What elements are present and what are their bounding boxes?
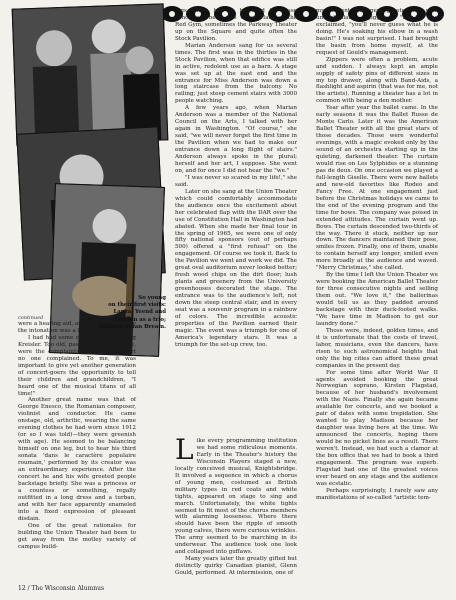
photo-trio-portrait [12,3,169,145]
paragraph: ings which had to be used to house concerts. There was Great Hall, or the Red Gym, sometimes the Parkway Theater up on the Square and quite often the Stock Pavilion. [175,8,297,42]
article-column-1 [18,321,136,550]
paragraph: Year after year the ballet came. In the early seasons it was the Ballet Russe de Monte Carlo. Later it was the American Ballet Theater with all the great stars of those decades. Those were wonderful evenings, with a magic evoked only by the sound of an orchestra starting up in the quieting, darkened theater. The curtain would rise on Les Sylphides or a stunning pas de deux. On one occasion we played a full-length Giselle. There were new ballets and new-old favorites like Rodeo and Fancy Free. At one engagement just before the Christmas holidays we came to the end of the evening program and the time for bows. The company was poised in extended attitudes. The curtain went up. Bows. The curtain descended two-thirds of the way. There it stuck, neither up nor down. The dancers maintained their pose, smiles frozen. Finally, one of them, unable to contain herself any longer, smiled even more broadly at the audience and waved. "Merry Christmas," she called. [316,105,438,272]
paragraph: By the time I left the Union Theater we were booking the American Ballet Theater for three consecutive nights and selling them out. "We love it," the ballerinas would tell us as they padded around backstage with their duck-footed walks. "We have time in Madison to get our laundry done." [316,272,438,327]
paragraph: Those were, indeed, golden times, and it is unfortunate that the costs of travel, labor, musicians, even the dancers, have risen to such astronomical heights that only the big cities can afford these great companies in the present day. [316,327,438,369]
photo-caption: So young on their first visits: Lanza, Yeend and London as a trio; lutenist Julian Bream. [98,295,166,330]
paragraph: Many years later the greatly gifted but distinctly quirky Canadian pianist, Glenn Gould, performed. At intermission, one of [175,556,297,577]
paragraph: Marian Anderson sang for us several times. The first was in the thirties in the Stock Pavilion, when that edifice was still in active, redolent use as a barn. A stage was set up at the east end and the entrance for Miss Anderson was down a long staircase from the balcony. No railing; just steep cement stairs with 3000 people watching. [175,42,297,105]
paragraph: Later on she sang at the Union Theater which could comfortably accommodate the audience once the excitement about her celebrated flap with the DAR over the use of Constitution Hall in Washington had abated. When she made her final tour in the spring of 1965, we were one of only fifty national sponsors (out of perhaps 500) offered a "first refusal" on the engagement. Of course we took it. Back to the Pavilion we went and work we did. The great oval auditorium never looked better; fresh wood chips on the dirt floor; lush plants and greenery from the University greenhouses decorated the stage. The entrance was to the audience's left, not down the steep central stair, and in every seat was a souvenir program in a rainbow of colors. The incredible acoustic properties of the Pavilion earned their magic. The event was a triumph for one of America's legendary stars. It was a triumph for the set-up crew, too. [175,188,297,348]
paragraph: Zippers were often a problem, acute and sudden. I always kept an ample supply of safety pins of different sizes in my top drawer, along with Band-Aids, a flashlight and aspirin (that was for me, not the artists). Running a theater has a lot in common with being a den mother. [316,56,438,105]
paragraph: Another great name was that of George Enesco, the Romanian composer, violinist and conductor. He came onstage, old, arthritic, wearing the same evening clothes he had worn since 1912 (or so I was told)—they were greenish with age). He seemed to be balancing himself on one leg, but to hear his third sonata 'dans le caractère populaire roumain,' performed by its creator was an extraordinary experience. After the concert he and his wife greeted people backstage briefly. She was a princess or a countess or something, regally outfitted in a long dress and a turban, and with her face apparently enameled into a fixed expression of pleasant disdain. [18,397,136,522]
paragraph: "I was never so scared in my life!," she said. [175,174,297,188]
paragraph: A few years ago, when Marian Anderson was a member of the National Council on the Arts, I talked with her again in Washington. "Of course," she said, "we will never forget the first time in the Pavilion when we had to make our entrance down a long flight of stairs." Anderson always spoke in the plural; herself and her art, I suppose. She went on, and for once I did not hear the "we." [175,105,297,174]
paragraph: were a hearing aid, and thus occasionally the intonation was a little off. [18,321,136,334]
page-footer: 12 / The Wisconsin Alumnus [18,585,105,592]
paragraph: I had had some criticism for booking Kreisler. Too old, past his musical prime, were the complaints. After the concert no one complained. To me, it was important to give yet another generation of concert-goers the opportunity to tell their children and grandchildren, "I heard one of the musical titans of all time!" [18,334,136,397]
article-column-3 [316,8,438,502]
article-column-2-lower [175,433,297,577]
paragraph: One of the great rationales for building the Union Theater had been to get away from the motley variety of campus build- [18,522,136,550]
drop-cap: L [175,433,194,466]
paragraph: Perhaps surprisingly, I rarely saw any manifestations of so-called "artistic tem- [316,487,438,501]
article-column-2 [175,8,297,349]
paragraph: ike every programming institution we had some ridiculous moments. Early in the Theater's history the Wisconsin Players staged a new, locally conceived musical, Knightsbridge. It involved a sequence in which a chorus of young men, costumed as British military types in red coats and white tights, appeared on stage to sing and march. Unfortunately, the white tights seemed to fit most of the chorus members with alarming looseness. Where there should have been the ripple of smooth young calves, there were curious wrinkles. The army seemed to be marching in its underwear. The audience took one look and collapsed into guffaws. [175,438,297,556]
paragraph: my student managers greeted me with uncontrollable giggles. "Fun," she exclaimed, "you'll never guess what he is doing. He's soaking his elbow in a wash basin!" I was not surprised. I had brought the basin from home myself, at the request of Gould's management. [316,8,438,56]
continued-label: continued [18,315,44,321]
paragraph: For some time after World War II agents avoided booking the great Norwegian soprano, Kirsten Flagstad, because of her husband's involvement with the Nazis. Finally she again became available for concerts, and we booked a pair of dates with some trepidation. She wanted to play Madison because her daughter was living here at the time. We announced the concerts, hoping there would be no picket lines as a result. There weren't. Instead, we had such a clamor at the box office that we had to book a third engagement. The program was superb. Flagstad had one of the greatest voices ever heard on any stage and the audience was ecstatic. [316,369,438,487]
